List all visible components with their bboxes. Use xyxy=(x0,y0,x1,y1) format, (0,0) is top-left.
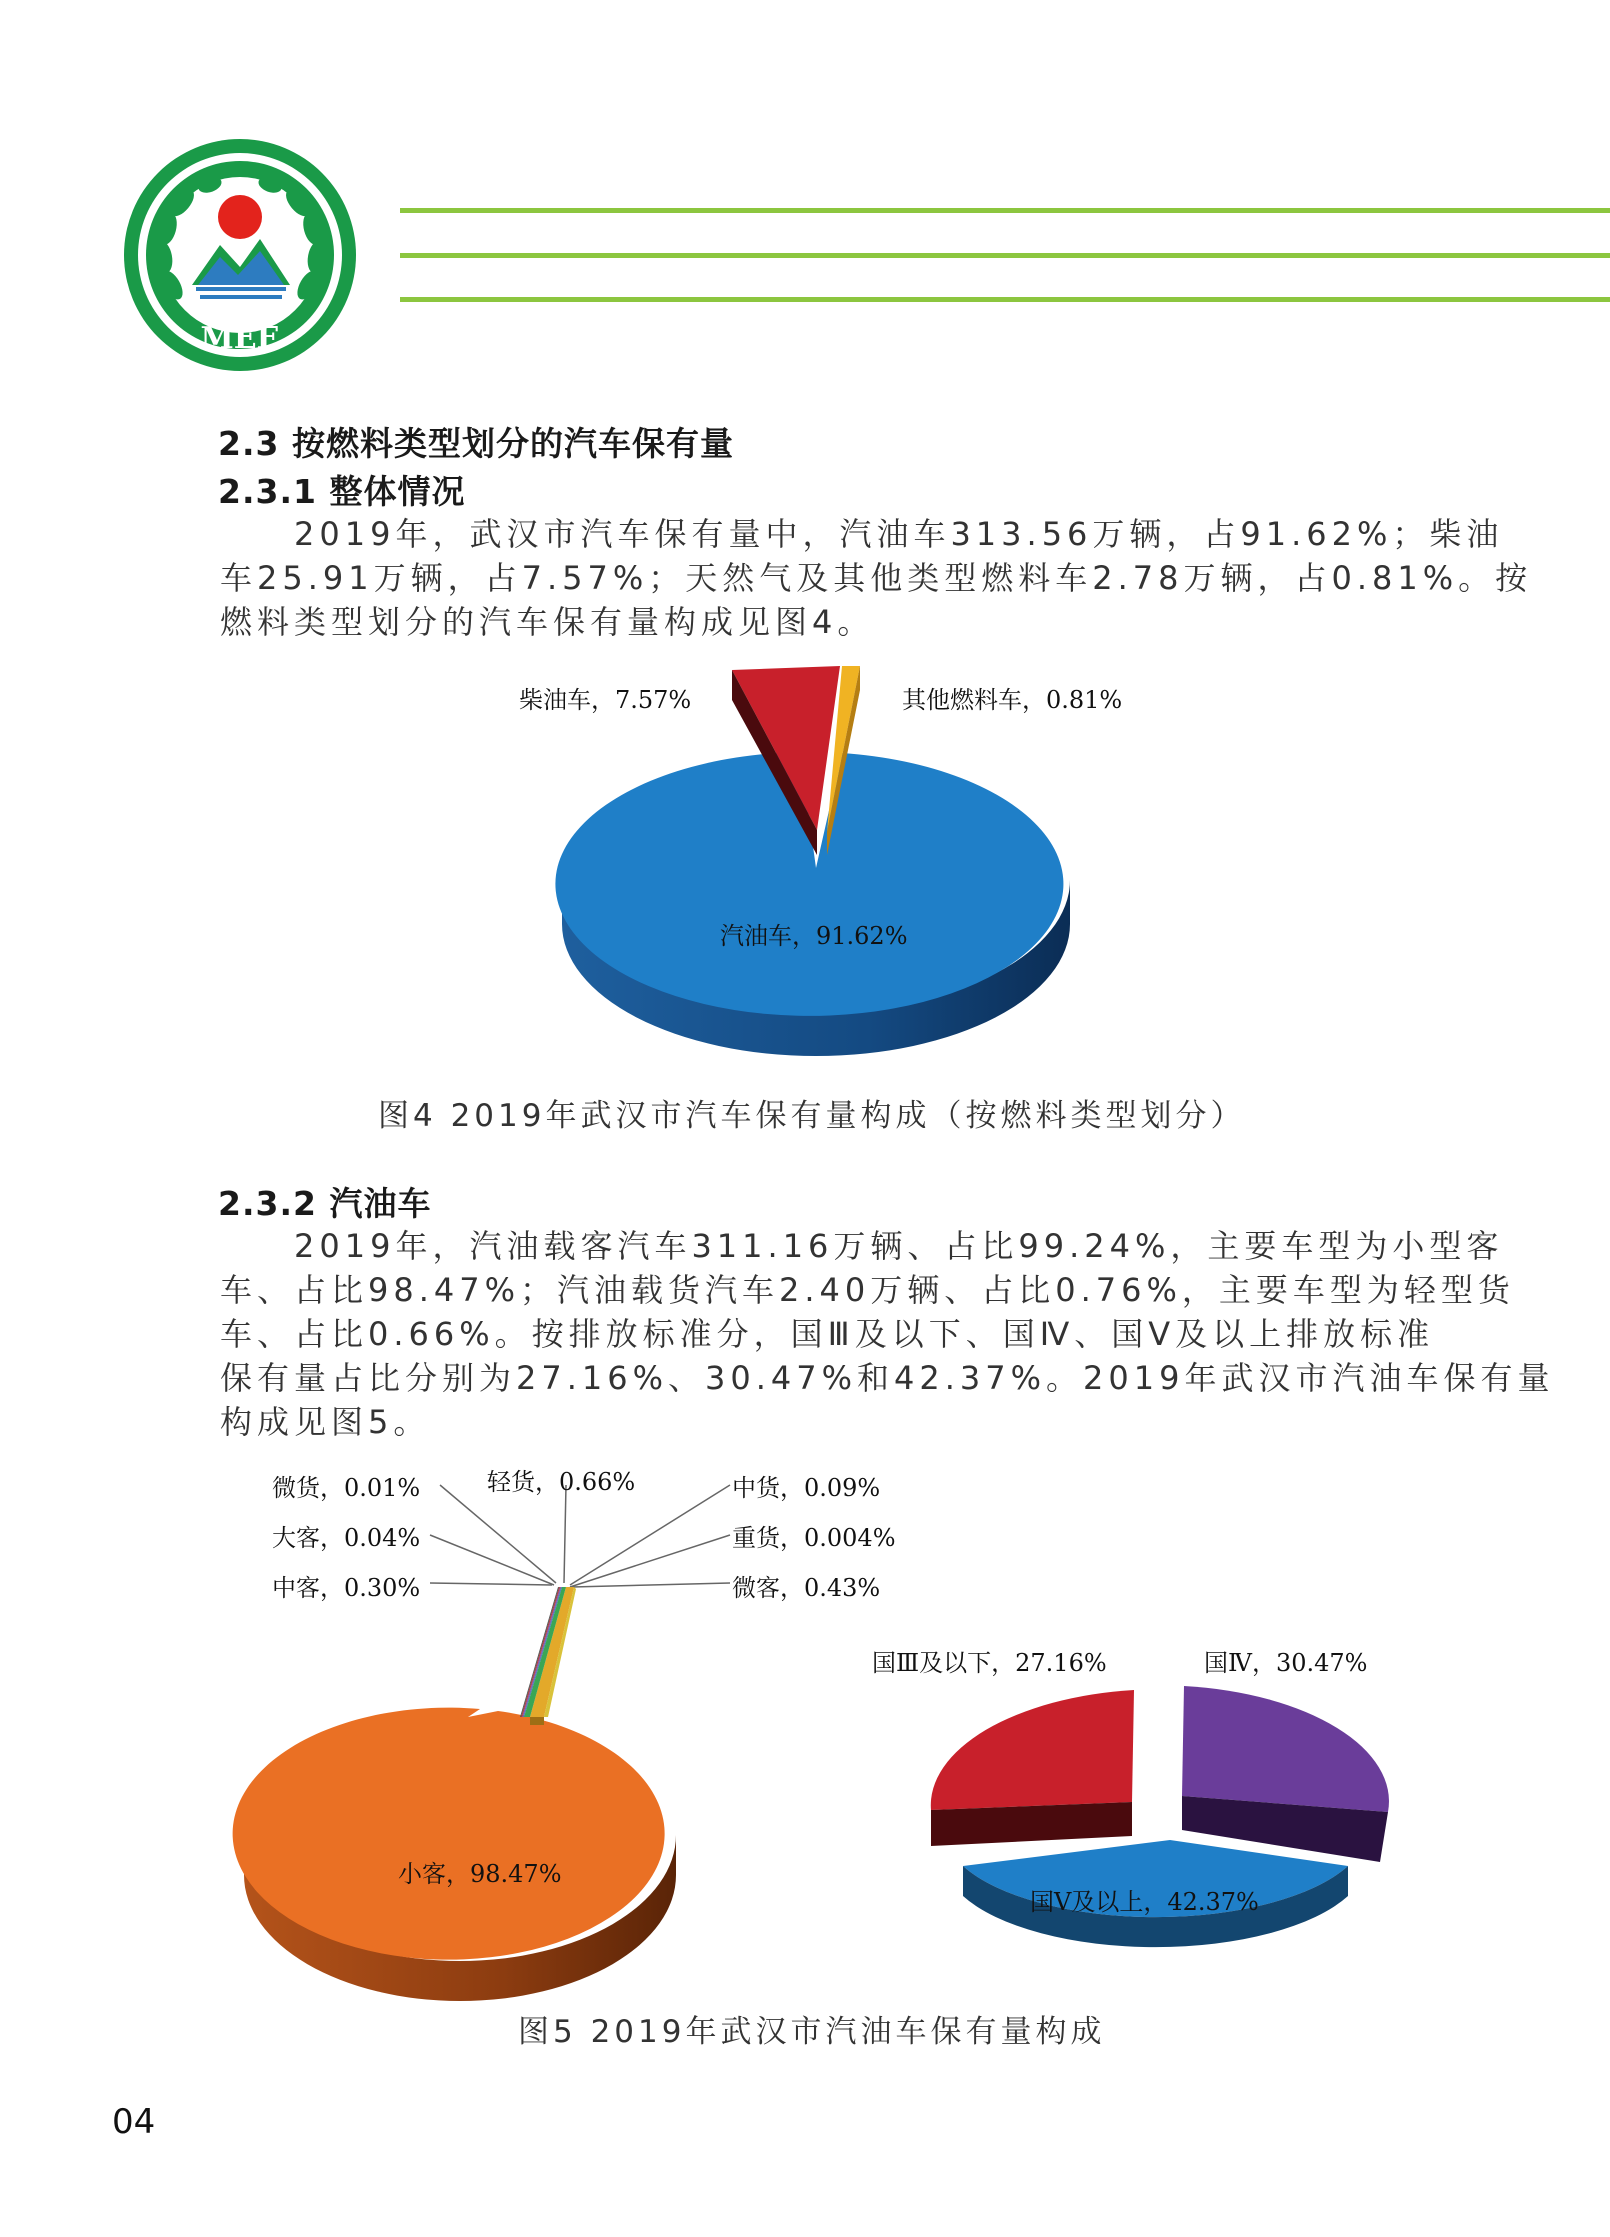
fig4-label-other-fuel: 其他燃料车，0.81% xyxy=(902,686,1123,714)
subsection-heading-overall: 2.3.1 整体情况 xyxy=(218,472,466,511)
fig4-label-gasoline: 汽油车，91.62% xyxy=(720,922,908,950)
header-rule-3 xyxy=(400,297,1610,302)
paragraph-line: 车、占比98.47%；汽油载货汽车2.40万辆、占比0.76%，主要车型为轻型货 xyxy=(220,1271,1515,1309)
fig5-label-mini-truck: 微货，0.01% xyxy=(272,1474,421,1502)
fig5-label-large-passenger: 大客，0.04% xyxy=(272,1524,421,1552)
subsection-heading-gasoline: 2.3.2 汽油车 xyxy=(218,1184,432,1223)
fig5-emission-standard-pie xyxy=(920,1670,1410,2000)
fig5-label-light-truck: 轻货，0.66% xyxy=(487,1468,636,1496)
header-rule-1 xyxy=(400,208,1610,213)
fig5-label-medium-passenger: 中客，0.30% xyxy=(272,1574,421,1602)
fig5-label-china-v-above: 国Ⅴ及以上，42.37% xyxy=(1030,1888,1259,1916)
logo-text: MEE xyxy=(200,321,280,356)
paragraph-line: 2019年，武汉市汽车保有量中，汽油车313.56万辆，占91.62%；柴油 xyxy=(294,515,1504,553)
pie-slice-small-passenger xyxy=(233,1708,665,1960)
fig4-label-diesel: 柴油车，7.57% xyxy=(519,686,692,714)
mee-logo xyxy=(120,135,360,375)
section-heading: 2.3 按燃料类型划分的汽车保有量 xyxy=(218,424,734,463)
paragraph-line: 车25.91万辆，占7.57%；天然气及其他类型燃料车2.78万辆，占0.81%。按 xyxy=(220,559,1533,597)
page-number: 04 xyxy=(112,2102,156,2142)
header-rule-2 xyxy=(400,253,1610,258)
figure-5-caption: 图5 2019年武汉市汽油车保有量构成 xyxy=(518,2014,1106,2050)
figure-4-caption: 图4 2019年武汉市汽车保有量构成（按燃料类型划分） xyxy=(378,1098,1246,1134)
paragraph-line: 燃料类型划分的汽车保有量构成见图4。 xyxy=(220,603,875,641)
fig5-label-china-iii-below: 国Ⅲ及以下，27.16% xyxy=(872,1649,1107,1677)
fig5-label-china-iv: 国Ⅳ，30.47% xyxy=(1204,1649,1368,1677)
paragraph-line: 保有量占比分别为27.16%、30.47%和42.37%。2019年武汉市汽油车保有量 xyxy=(220,1359,1555,1397)
fig5-label-medium-truck: 中货，0.09% xyxy=(732,1474,881,1502)
paragraph-line: 构成见图5。 xyxy=(220,1403,431,1441)
fig5-label-small-passenger: 小客，98.47% xyxy=(398,1860,562,1888)
pie-slice-china-iii-below xyxy=(931,1690,1134,1810)
fig5-label-mini-passenger: 微客，0.43% xyxy=(732,1574,881,1602)
paragraph-line: 2019年，汽油载客汽车311.16万辆、占比99.24%，主要车型为小型客 xyxy=(294,1227,1504,1265)
pie-slice-china-iv xyxy=(1182,1686,1389,1812)
fig5-label-heavy-truck: 重货，0.004% xyxy=(732,1524,896,1552)
paragraph-line: 车、占比0.66%。按排放标准分，国Ⅲ及以下、国Ⅳ、国Ⅴ及以上排放标准 xyxy=(220,1315,1435,1353)
